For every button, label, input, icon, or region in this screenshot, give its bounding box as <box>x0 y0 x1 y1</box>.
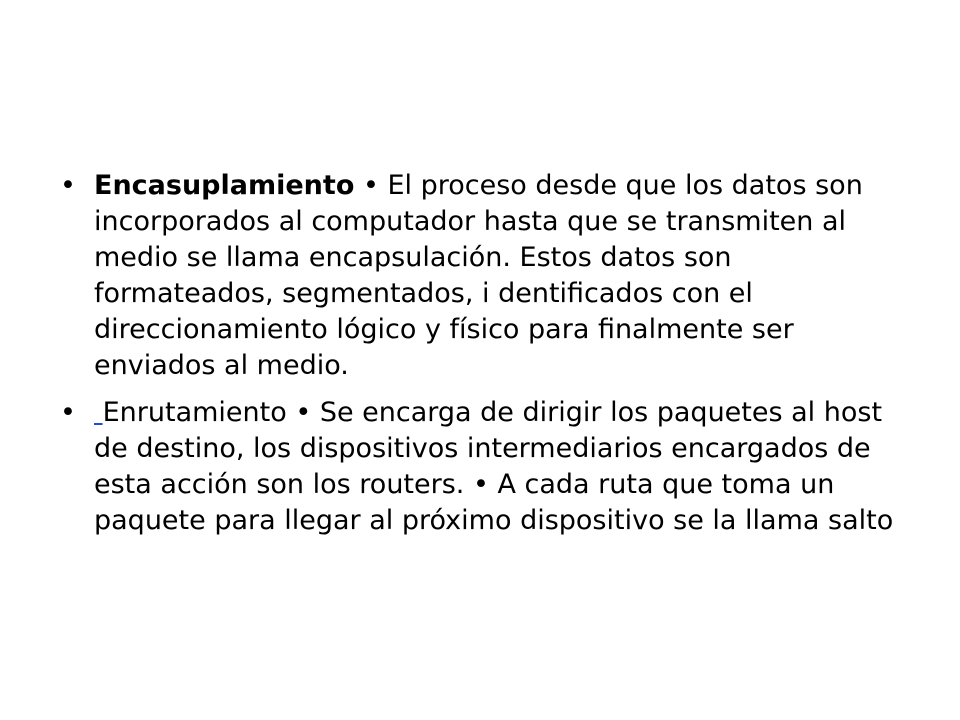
bullet-text: • El proceso desde que los datos son incorporados al computador hasta que se transmiten al medio se llama encapsulación. Estos datos son formateados, segmentados, i dentificados con el direccionamiento lógico y físico para finalmente ser enviados al medio. <box>94 170 863 381</box>
bullet-term: Encasuplamiento <box>94 170 355 201</box>
bullet-marker: • <box>60 170 76 201</box>
bullet-item-encapsulamiento <box>60 168 910 384</box>
bullet-item-enrutamiento <box>60 395 910 539</box>
bullet-text: Enrutamiento • Se encarga de dirigir los paquetes al host de destino, los dispositivos intermediarios encargados de esta acción son los routers. • A cada ruta que toma un paquete para llegar al próximo dispositivo se la llama salto <box>94 397 894 536</box>
bullet-marker: • <box>60 397 76 428</box>
hyperlink[interactable] <box>94 397 103 428</box>
bullet-list <box>60 168 910 550</box>
